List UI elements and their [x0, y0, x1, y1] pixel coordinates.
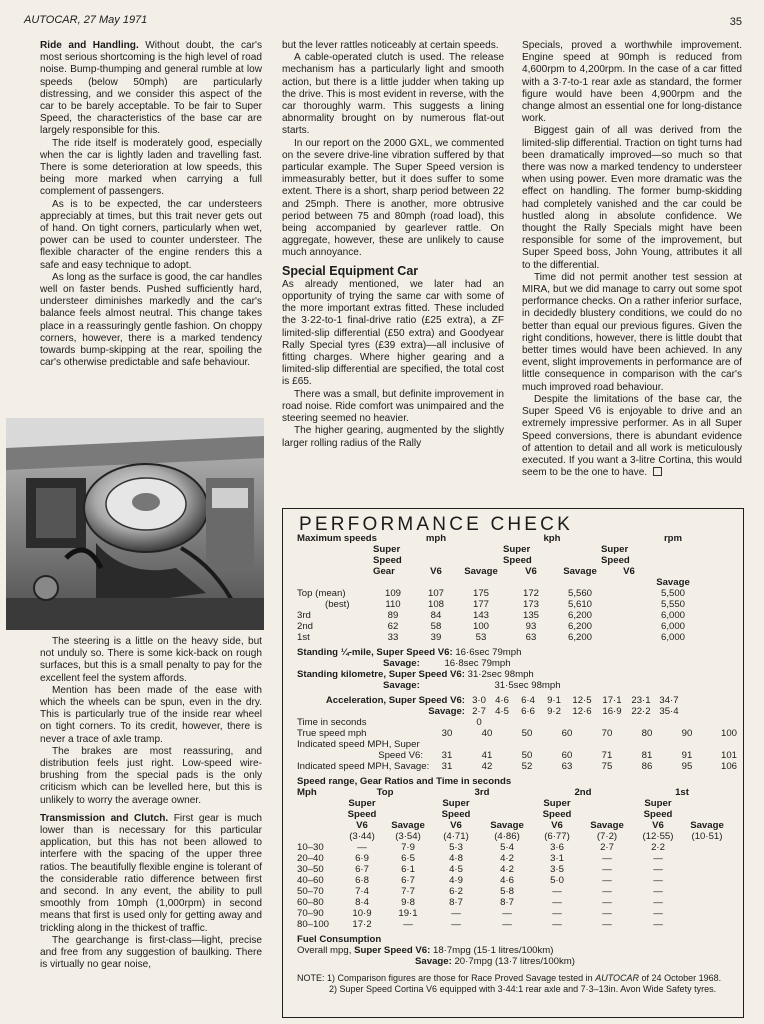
acceleration-value: 12·5: [572, 695, 592, 706]
v6-header: V6: [356, 820, 368, 831]
col3-paragraph-3: Time did not permit another test session at MIRA, but we did manage to carry out some spot performance checks. On a rather inferior surface, in decidedly blustery conditions, we could do no better than equal our previous figures. Given the right conditions, however, there is little doubt that better times would have been achieved. In any event, slight improvements in performance are of little consequence in comparison with the car's much improved road behaviour.: [522, 271, 742, 393]
speed-range-time: 8·4: [355, 897, 369, 908]
spacer: [597, 717, 627, 728]
super-speed-header: Super Speed: [542, 798, 572, 820]
spacer: [581, 798, 633, 820]
speed-range-time: [683, 886, 731, 897]
speed-value: 50: [521, 728, 533, 739]
speed-value: 101: [720, 750, 737, 761]
max-speed-value: 6,000: [660, 632, 685, 643]
max-speed-value: 6,200: [567, 621, 592, 632]
special-paragraph-2: There was a small, but definite improvement in road noise. Ride comfort was unimpaired and the steering seemed no heavier.: [282, 388, 504, 425]
speed-range-time: 8·7: [449, 897, 463, 908]
speed-range-time: 4·5: [449, 864, 463, 875]
max-speeds-rows: [297, 588, 733, 643]
max-speed-gear: 3rd: [297, 610, 311, 621]
acceleration-row-label: Savage:: [428, 706, 465, 717]
unit-kph: kph: [543, 533, 561, 544]
gear-2nd-header: 2nd: [574, 787, 592, 798]
gear-ratio: (10·51): [691, 831, 723, 842]
speed-range-time: 3·6: [550, 842, 564, 853]
max-speed-value: 6,200: [567, 632, 592, 643]
max-speed-value: 62: [387, 621, 399, 632]
max-speed-value: 173: [522, 599, 539, 610]
super-speed-header: Super Speed: [643, 798, 673, 820]
spacer: [427, 739, 467, 750]
speed-range-time: [683, 853, 731, 864]
indicated-speed-table: [297, 728, 737, 772]
speed-range-rows: [297, 842, 733, 930]
speed-range-time: —: [602, 875, 612, 886]
max-speed-value: 58: [430, 621, 442, 632]
speed-range-time: 2·7: [600, 842, 614, 853]
spacer: [297, 820, 339, 831]
mph-header: Mph: [297, 787, 317, 798]
speed-range-time: —: [602, 864, 612, 875]
speed-range-time: [683, 908, 731, 919]
max-speed-value: 63: [525, 632, 537, 643]
transmission-text-1: First gear is much lower than is necessary for this particular application, but this has not been allowed to interfere with the spacing of the upper three ratios. The beautifully flexible engine is tolerant of the considerable ratio difference between first and second. In any event, the ability to pull smoothly from 10mph (1,000rpm) in second means that first is used only for getting away and trickling along in the thickest of traffic.: [40, 812, 262, 934]
acceleration-value: 4·5: [495, 706, 509, 717]
speed-range-time: 8·7: [500, 897, 514, 908]
note-1-end: of 24 October 1968.: [641, 973, 722, 983]
speed-range-time: 4·9: [449, 875, 463, 886]
spacer: [489, 717, 515, 728]
speed-range-time: 4·8: [449, 853, 463, 864]
standing-quarter-savage: 16·8sec 79mph: [444, 658, 511, 669]
v6-header-kph: V6: [525, 566, 537, 577]
max-speed-value: 5,500: [660, 588, 685, 599]
steering-paragraph-2: Mention has been made of the ease with which the wheels can be spun, even in the dry. This is particularly true of the inside rear wheel on tight corners. To its credit, however, there is never a trace of axle tramp.: [40, 684, 262, 745]
acceleration-value: 22·2: [631, 706, 651, 717]
acceleration-table: [297, 695, 733, 728]
acceleration-zero: 0: [476, 717, 482, 728]
acceleration-value: 6·4: [521, 695, 535, 706]
standing-km-row: [297, 669, 733, 680]
speed-range-time: —: [502, 919, 512, 930]
speed-range-mph: 40–60: [297, 875, 324, 886]
max-speed-value: 93: [525, 621, 537, 632]
ss-label-mph: Super Speed: [373, 544, 402, 566]
gear-ratio: (12·55): [642, 831, 674, 842]
speed-range-time: 3·5: [550, 864, 564, 875]
acceleration-value: 17·1: [602, 695, 622, 706]
clutch-paragraph: A cable-operated clutch is used. The release mechanism has a particularly light and smooth action, but there is a little judder when taking up the drive. This is most evident in reverse, with the car thoroughly warm. This suggests a lining abnormality brought on by numerous flat-out starts.: [282, 52, 504, 137]
speed-range-time: 5·3: [449, 842, 463, 853]
v6-header-rpm: V6: [623, 566, 635, 577]
ride-paragraph-4: As long as the surface is good, the car handles well on faster bends. Pushed sufficiently hard, understeer diminishes markedly and the car's balance feels almost neutral. This change takes place in a reassuringly gentle fashion. On choppy corners, however, there is a marked tendency towards bump-skipping at the rear, spoiling the car's otherwise predictable and safe behaviour.: [40, 271, 262, 369]
max-speed-value: 39: [430, 632, 442, 643]
gear-ratio: (4·71): [443, 831, 469, 842]
speed-range-time: 5·4: [500, 842, 514, 853]
speed-range-time: 6·7: [355, 864, 369, 875]
max-speed-value: 6,000: [660, 610, 685, 621]
max-speed-value: 143: [472, 610, 489, 621]
speed-range-time: —: [502, 908, 512, 919]
max-speed-gear: 2nd: [297, 621, 314, 632]
fuel-v6-value: 18·7mpg (15·1 litres/100km): [432, 945, 554, 956]
acceleration-row-label: Acceleration, Super Speed V6:: [325, 695, 465, 706]
acceleration-value: 35·4: [659, 706, 679, 717]
max-speed-value: 33: [387, 632, 399, 643]
max-speed-value: 84: [430, 610, 442, 621]
acceleration-value: 23·1: [631, 695, 651, 706]
speed-value: 30: [441, 728, 453, 739]
speed-range-time: —: [653, 864, 663, 875]
max-speeds-label: Maximum speeds: [297, 533, 377, 544]
standing-km-label: Standing kilometre, Super Speed V6:: [297, 669, 465, 680]
speed-value: 60: [561, 728, 573, 739]
speed-value: 100: [720, 728, 737, 739]
ride-paragraph-3: As is to be expected, the car understeers appreciably at times, but this trait never gets out of hand. On tight corners, particularly when wet, power can be used to counter understeer. The flexible character of the engine renders this a safe and easy technique to adopt.: [40, 198, 262, 271]
spacer: [567, 717, 597, 728]
ss-label-rpm: Super Speed: [601, 544, 630, 566]
speed-range-time: —: [653, 919, 663, 930]
speed-range-time: —: [653, 853, 663, 864]
speed-range-time: 4·2: [500, 864, 514, 875]
conclusion-text: Despite the limitations of the base car, the Super Speed V6 is enjoyable to drive and an extremely impressive performer. As in all Super Speed conversions, there is abundant evidence of attention to detail and all work is meticulously executed. If you want a 3-litre Cortina, this would seem to be the one to have.: [522, 393, 742, 479]
ride-heading: Ride and Handling.: [40, 40, 139, 51]
speed-value: 40: [481, 728, 493, 739]
max-speed-value: 107: [427, 588, 444, 599]
acceleration-value: 2·7: [472, 706, 486, 717]
acceleration-value: 4·6: [495, 695, 509, 706]
speed-value: 60: [561, 750, 573, 761]
standing-quarter-v6: 16·6sec 79mph: [455, 647, 522, 658]
note-2: 2) Super Speed Cortina V6 equipped with 3·44:1 rear axle and 7·3–13in. Avon Wide Safety tyres.: [329, 983, 717, 994]
super-speed-header: Super Speed: [347, 798, 377, 820]
speed-value: 41: [481, 750, 493, 761]
speed-range-time: 6·9: [355, 853, 369, 864]
max-speed-value: 100: [472, 621, 489, 632]
brakes-paragraph: The brakes are most reassuring, and distribution feels just right. Low-speed wire-brushing from the special pads is the only criticism which can be levelled here, but this is unlikely to worry the average owner.: [40, 745, 262, 806]
speed-value: 95: [681, 761, 693, 772]
max-speed-value: 5,610: [567, 599, 592, 610]
speed-range-time: —: [357, 842, 367, 853]
speed-range-time: 9·8: [401, 897, 415, 908]
ride-paragraph-1: [40, 40, 262, 138]
max-speed-value: 53: [475, 632, 487, 643]
page-number: 35: [729, 16, 742, 28]
speed-range-time: —: [403, 919, 413, 930]
special-paragraph-3: The higher gearing, augmented by the slightly larger rolling radius of the Rally: [282, 425, 504, 449]
speed-range-time: —: [602, 853, 612, 864]
speed-value: 81: [641, 750, 653, 761]
spacer: [627, 739, 667, 750]
note-1-text: Comparison figures are those for Race Proved Savage tested in: [337, 973, 593, 983]
speed-range-time: —: [602, 919, 612, 930]
gear-ratio: (4·86): [494, 831, 520, 842]
speed-range-label: Speed range, Gear Ratios and Time in seconds: [297, 776, 512, 787]
spacer: [297, 831, 339, 842]
max-speed-value: 108: [427, 599, 444, 610]
speed-range-mph: 10–30: [297, 842, 324, 853]
fuel-savage-row: [297, 956, 733, 967]
fuel-label: Fuel Consumption: [297, 934, 382, 945]
spacer: [297, 798, 339, 820]
speed-range-time: 4·6: [500, 875, 514, 886]
speed-range-mph: 20–40: [297, 853, 324, 864]
vibration-paragraph: In our report on the 2000 GXL, we commented on the severe drive-line vibration suffered by that particular example. The Super Speed version is immeasurably better, but it does suffer to some extent. There is a short, sharp period between 22 and 25mph. There is another, more obtrusive period between 75 and 80mph (road load), this being accompanied by gearlever rattle. On aggregate, however, these are unlikely to cause much annoyance.: [282, 137, 504, 259]
column-2: [282, 40, 504, 450]
speed-range-time: 3·1: [550, 853, 564, 864]
max-speed-value: 6,200: [567, 610, 592, 621]
standing-km-savage: 31·5sec 98mph: [494, 680, 561, 691]
speed-value: 90: [681, 728, 693, 739]
speed-range-time: —: [602, 897, 612, 908]
v6-header: V6: [450, 820, 462, 831]
speed-range-time: 7·9: [401, 842, 415, 853]
transmission-paragraph-1: [40, 813, 262, 935]
speed-value: 86: [641, 761, 653, 772]
spacer: [655, 717, 683, 728]
speed-value: 71: [601, 750, 613, 761]
transmission-paragraph-2: The gearchange is first-class—light, precise and free from any suggestion of baulking. There is virtually no gear noise,: [40, 934, 262, 971]
speed-range-time: 6·7: [401, 875, 415, 886]
ss-label-kph: Super Speed: [503, 544, 532, 566]
spacer: [481, 798, 533, 820]
column-3: [522, 40, 742, 479]
col2-paragraph-1: but the lever rattles noticeably at certain speeds.: [282, 40, 499, 51]
gear-ratio: (3·44): [349, 831, 375, 842]
speed-value: 50: [521, 750, 533, 761]
acceleration-value: 6·6: [521, 706, 535, 717]
speed-range-time: —: [552, 897, 562, 908]
speed-value: 31: [441, 750, 453, 761]
spacer: [385, 798, 431, 820]
speed-range-time: —: [451, 919, 461, 930]
speed-range-mph: 60–80: [297, 897, 324, 908]
max-speed-gear: (best): [325, 599, 350, 610]
gear-ratio: (3·54): [395, 831, 421, 842]
v6-header: V6: [551, 820, 563, 831]
indicated-label: Indicated speed MPH, Super: [297, 739, 420, 750]
speed-value: 31: [441, 761, 453, 772]
note-1-magazine: AUTOCAR: [595, 973, 640, 983]
max-speed-value: 175: [472, 588, 489, 599]
savage-header: Savage: [490, 820, 524, 831]
acceleration-value: 12·6: [572, 706, 592, 717]
speed-range-time: —: [602, 908, 612, 919]
speed-range-time: —: [552, 886, 562, 897]
speed-value: 70: [601, 728, 613, 739]
standing-km-savage-label: Savage:: [383, 680, 420, 691]
savage-header: Savage: [590, 820, 624, 831]
v6-header: V6: [652, 820, 664, 831]
speed-range-header: [297, 787, 733, 842]
speed-range-time: —: [653, 908, 663, 919]
max-speed-value: 89: [387, 610, 399, 621]
column-1-bottom: [40, 636, 262, 971]
speed-range-time: 5·0: [550, 875, 564, 886]
speed-value: 91: [681, 750, 693, 761]
unit-mph: mph: [425, 533, 447, 544]
fuel-savage-value: 20·7mpg (13·7 litres/100km): [454, 956, 575, 967]
spacer: [683, 798, 731, 820]
max-speed-gear: 1st: [297, 632, 310, 643]
speed-range-time: —: [451, 908, 461, 919]
col3-paragraph-4: [522, 394, 742, 479]
speed-range-time: [683, 875, 731, 886]
max-speed-value: 172: [522, 588, 539, 599]
special-paragraph-1: As already mentioned, we later had an opportunity of trying the same car with some of the more important extras fitted. These included the 3·22-to-1 final-drive ratio (£25 extra), a ZF limited-slip differential (£50 extra) and Goodyear Rally Special tyres (£39 extra)—all inclusive of fitting charges. Where higher gearing and a limited-slip differential are specified, the total cost is £65.: [282, 278, 504, 388]
spacer: [547, 739, 587, 750]
performance-title: PERFORMANCE CHECK: [299, 514, 573, 535]
v6-header-mph: V6: [430, 566, 442, 577]
fuel-consumption: [297, 934, 733, 967]
time-in-seconds-label: Time in seconds: [297, 717, 367, 728]
fuel-v6-label: Super Speed V6:: [354, 945, 431, 956]
max-speed-value: 109: [384, 588, 401, 599]
super-speed-header: Super Speed: [441, 798, 471, 820]
speed-range-time: —: [602, 886, 612, 897]
speed-range-time: —: [653, 886, 663, 897]
col3-paragraph-2: Biggest gain of all was derived from the limited-slip differential. Traction on tight turns had been dramatically improved—so much so that there was now a marked tendency to understeer when using power. Even more dramatic was the effect on handling. The former bump-skidding had completely vanished and the car could be hustled along in absolute confidence. We thought the Rally Specials might have been responsible for some of the improvement, but Super Speed boss, John Young, attributes it all to the differential.: [522, 125, 742, 271]
savage-header: Savage: [690, 820, 724, 831]
speed-range-mph: 50–70: [297, 886, 324, 897]
gear-ratio: (6·77): [544, 831, 570, 842]
fuel-savage-label: Savage:: [415, 956, 452, 967]
standing-quarter-label: Standing ¼-mile, Super Speed V6:: [297, 647, 453, 658]
engine-illustration: [6, 418, 264, 630]
acceleration-value: 9·2: [547, 706, 561, 717]
speed-range-time: 19·1: [398, 908, 418, 919]
fuel-v6-row: [297, 945, 733, 956]
spacer: [587, 739, 627, 750]
speed-value: 80: [641, 728, 653, 739]
savage-header-rpm: Savage: [656, 577, 690, 588]
acceleration-value: 34·7: [659, 695, 679, 706]
speed-range-time: 6·8: [355, 875, 369, 886]
transmission-heading: Transmission and Clutch.: [40, 812, 169, 824]
speed-row-label: Indicated speed MPH, Savage:: [297, 761, 430, 772]
ride-text-1: Without doubt, the car's most serious shortcoming is the high level of road noise. Bump-thumping and general rumble at low speeds (below 50mph) are particularly distressing, and we consider this aspect of the car to be barely acceptable. To be fair to Super Speed, the characteristics of the base car are largely responsible for this.: [40, 40, 262, 137]
speed-range-time: 6·2: [449, 886, 463, 897]
savage-header-kph: Savage: [563, 566, 597, 577]
spacer: [627, 717, 655, 728]
speed-range-time: [683, 919, 731, 930]
gear-ratio: (7·2): [596, 831, 618, 842]
spacer: [667, 739, 707, 750]
gear-3rd-header: 3rd: [474, 787, 490, 798]
max-speed-gear: Top (mean): [297, 588, 346, 599]
speed-value: 106: [720, 761, 737, 772]
spacer: [707, 739, 751, 750]
max-speeds-table: [297, 533, 733, 588]
spacer: [467, 739, 507, 750]
speed-range-time: 6·5: [401, 853, 415, 864]
col3-paragraph-1: Specials, proved a worthwhile improvement. Engine speed at 90mph is reduced from 4,600rpm to 4,200rpm. In the case of a car fitted with a 3·7-to-1 rear axle as standard, the former figure would have been 4,900rpm and the change almost an essential one for long-distance work.: [522, 40, 742, 125]
gear-top-header: Top: [376, 787, 394, 798]
standing-quarter-row: [297, 647, 733, 658]
savage-header: Savage: [391, 820, 425, 831]
end-mark-icon: [653, 467, 662, 476]
speed-range-time: 5·8: [500, 886, 514, 897]
max-speed-value: 5,550: [660, 599, 685, 610]
spacer: [541, 717, 567, 728]
speed-range-time: 4·2: [500, 853, 514, 864]
speed-range-mph: 30–50: [297, 864, 324, 875]
gear-header: Gear: [373, 566, 395, 577]
speed-range-time: [683, 897, 731, 908]
speed-range-time: [683, 864, 731, 875]
speed-range-time: —: [653, 897, 663, 908]
speed-range-mph: 80–100: [297, 919, 330, 930]
ride-paragraph-2: The ride itself is moderately good, especially when the car is lightly laden and travelling fast. There is some deterioration at low speeds, this being more marked when carrying a full complement of passengers.: [40, 137, 262, 198]
speed-range-time: 7·4: [355, 886, 369, 897]
speed-value: 52: [521, 761, 533, 772]
note-1: [297, 973, 733, 984]
speed-range-time: 7·7: [401, 886, 415, 897]
special-equipment-heading: Special Equipment Car: [282, 263, 419, 278]
spacer: [515, 717, 541, 728]
magazine-header: AUTOCAR, 27 May 1971: [24, 14, 148, 26]
speed-range-mph: 70–90: [297, 908, 324, 919]
column-1: [40, 40, 262, 369]
speed-range-time: —: [552, 908, 562, 919]
acceleration-value: 3·0: [472, 695, 486, 706]
speed-range-time: 10·9: [352, 908, 372, 919]
acceleration-value: 16·9: [602, 706, 622, 717]
note: [297, 973, 733, 994]
speed-value: 63: [561, 761, 573, 772]
fuel-overall-label: Overall mpg,: [297, 945, 352, 956]
speed-value: 75: [601, 761, 613, 772]
spacer: [507, 739, 547, 750]
speed-row-label: True speed mph: [297, 728, 367, 739]
performance-check-box: [282, 508, 744, 1018]
standing-quarter-savage-row: [297, 658, 733, 669]
speed-range-time: —: [653, 875, 663, 886]
standing-starts: [297, 647, 733, 691]
standing-km-v6: 31·2sec 98mph: [467, 669, 534, 680]
speed-range-time: —: [552, 919, 562, 930]
steering-paragraph-1: The steering is a little on the heavy side, but not unduly so. There is some kick-back on rough surfaces, but this is a small penalty to pay for the excellent feel the system affords.: [40, 636, 262, 684]
speed-range-time: 2·2: [651, 842, 665, 853]
max-speed-value: 135: [522, 610, 539, 621]
standing-quarter-savage-label: Savage:: [383, 658, 420, 669]
speed-range-time: 17·2: [352, 919, 372, 930]
max-speed-value: 5,560: [567, 588, 592, 599]
note-prefix: NOTE: 1): [297, 973, 336, 983]
max-speed-value: 177: [472, 599, 489, 610]
speed-range-time: 6·1: [401, 864, 415, 875]
savage-header-mph: Savage: [464, 566, 498, 577]
speed-row-label: Speed V6:: [378, 750, 423, 761]
acceleration-value: 9·1: [547, 695, 561, 706]
speed-range-time: [683, 842, 731, 853]
max-speed-value: 6,000: [660, 621, 685, 632]
gear-1st-header: 1st: [675, 787, 689, 798]
max-speed-value: 110: [385, 599, 401, 610]
engine-photo: [6, 418, 264, 630]
speed-value: 42: [481, 761, 493, 772]
unit-rpm: rpm: [663, 533, 683, 544]
standing-km-savage-row: [297, 680, 733, 691]
